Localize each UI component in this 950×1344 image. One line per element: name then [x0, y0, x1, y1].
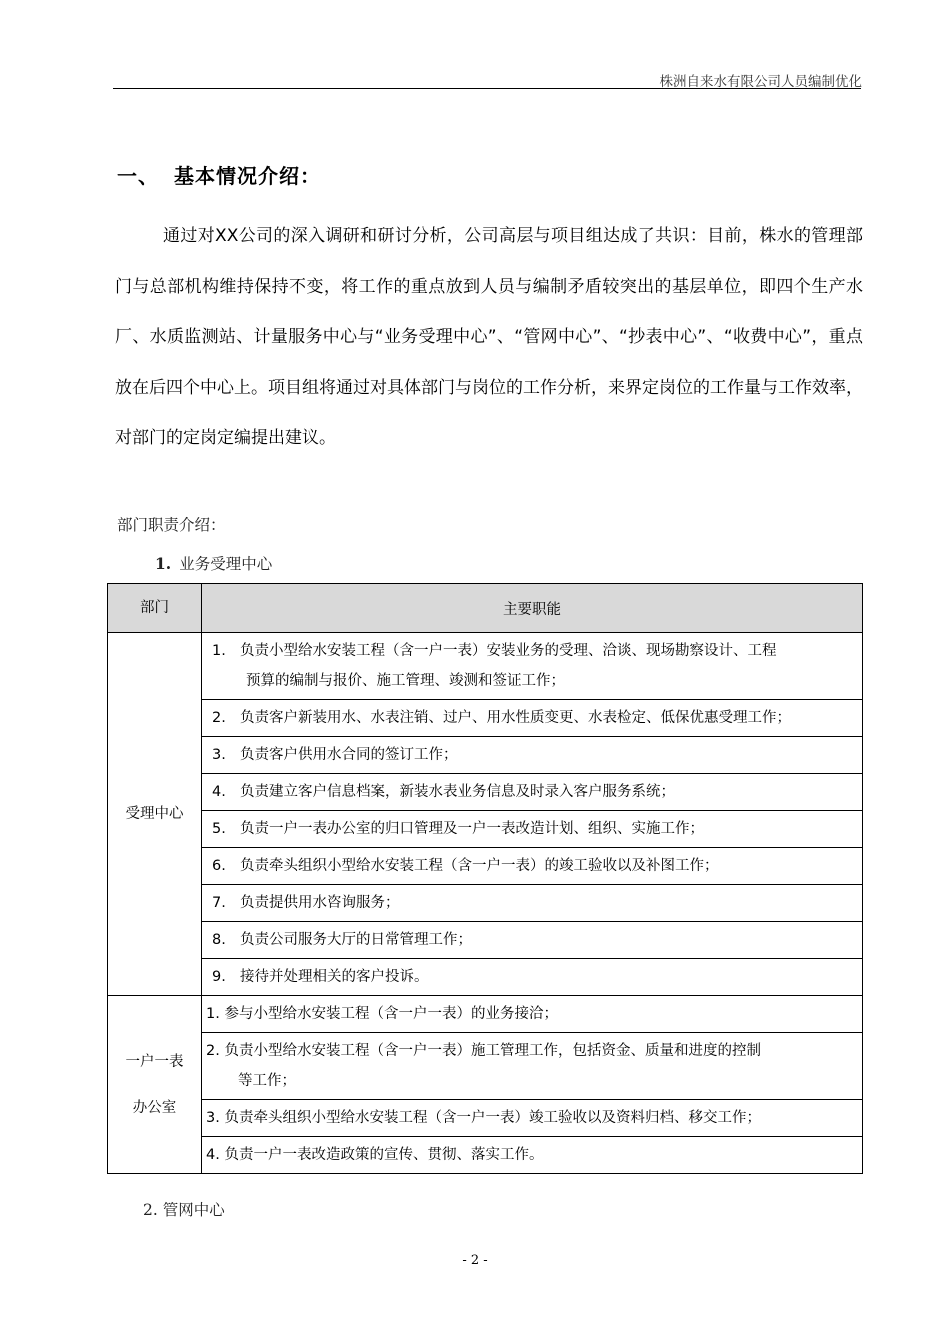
duty-cell: [202, 1033, 863, 1100]
duty-cell: [202, 737, 863, 774]
duty-cell: [202, 885, 863, 922]
running-header: 株洲自来水有限公司人员编制优化: [659, 74, 862, 90]
duty-number: 4.: [212, 784, 226, 800]
table-row: [108, 737, 863, 774]
duty-text: 负责提供用水咨询服务；: [240, 895, 400, 911]
dept-cell-one-meter-office: [108, 996, 202, 1174]
duty-cell: [202, 700, 863, 737]
table-row: [108, 700, 863, 737]
duty-number: 9.: [212, 969, 226, 985]
duty-number: 1.: [212, 643, 226, 659]
table-header-row: [108, 584, 863, 633]
duty-cell: [202, 1137, 863, 1174]
table-row: [108, 774, 863, 811]
dept-name-line1: 一户一表: [125, 1053, 184, 1070]
duty-text: 2. 负责小型给水安装工程（含一户一表）施工管理工作，包括资金、质量和进度的控制: [206, 1043, 761, 1059]
section-number: 一、: [117, 164, 159, 188]
duty-cell: [202, 811, 863, 848]
section-title-text: 基本情况介绍：: [174, 164, 321, 188]
duty-text: 1. 参与小型给水安装工程（含一户一表）的业务接洽；: [206, 1006, 558, 1022]
duty-text-cont: 预算的编制与报价、施工管理、竣测和签证工作；: [246, 673, 565, 689]
duty-text: 负责牵头组织小型给水安装工程（含一户一表）的竣工验收以及补图工作；: [240, 858, 719, 874]
item1-heading: [155, 552, 272, 574]
page-number: - 2 -: [462, 1253, 488, 1268]
duty-number: 7.: [212, 895, 226, 911]
table-row: [108, 922, 863, 959]
duty-text: 负责建立客户信息档案，新装水表业务信息及时录入客户服务系统；: [240, 784, 675, 800]
table-row: [108, 885, 863, 922]
duty-number: 5.: [212, 821, 226, 837]
dept-intro-heading: 部门职责介绍：: [117, 516, 226, 534]
col-header-dept: 部门: [108, 584, 202, 633]
duty-text: 负责客户供用水合同的签订工作；: [240, 747, 458, 763]
table-row: [108, 996, 863, 1033]
dept-name-line2: 办公室: [132, 1099, 177, 1116]
duty-text: 负责小型给水安装工程（含一户一表）安装业务的受理、洽谈、现场勘察设计、工程: [240, 643, 777, 659]
duty-text: 负责客户新装用水、水表注销、过户、用水性质变更、水表检定、低保优惠受理工作；: [240, 710, 791, 726]
duty-cell: [202, 1100, 863, 1137]
duty-cell: [202, 848, 863, 885]
duty-cell: [202, 996, 863, 1033]
duty-cell: [202, 774, 863, 811]
duty-number: 2.: [212, 710, 226, 726]
duty-text: 负责一户一表办公室的归口管理及一户一表改造计划、组织、实施工作；: [240, 821, 704, 837]
table-row: [108, 633, 863, 700]
table-row: [108, 1100, 863, 1137]
duties-table: [107, 583, 863, 1174]
table-row: [108, 848, 863, 885]
duty-text: 负责公司服务大厅的日常管理工作；: [240, 932, 472, 948]
duty-text: 3. 负责牵头组织小型给水安装工程（含一户一表）竣工验收以及资料归档、移交工作；: [206, 1110, 761, 1126]
duty-number: 6.: [212, 858, 226, 874]
duty-number: 8.: [212, 932, 226, 948]
item1-number: 1.: [155, 554, 172, 573]
duty-text: 4. 负责一户一表改造政策的宣传、贯彻、落实工作。: [206, 1147, 544, 1163]
dept-cell-reception: 受理中心: [108, 633, 202, 996]
duty-text: 接待并处理相关的客户投诉。: [240, 969, 429, 985]
table-row: [108, 959, 863, 996]
duty-cell: [202, 959, 863, 996]
col-header-duties: 主要职能: [202, 584, 863, 633]
section-title: [117, 160, 321, 189]
table-row: [108, 1033, 863, 1100]
duty-cell: [202, 633, 863, 700]
duty-cell: [202, 922, 863, 959]
duty-text-cont: 等工作；: [238, 1073, 296, 1089]
duty-number: 3.: [212, 747, 226, 763]
table-row: [108, 1137, 863, 1174]
item1-title: 业务受理中心: [179, 555, 273, 573]
intro-paragraph: 通过对XX公司的深入调研和研讨分析，公司高层与项目组达成了共识：目前，株水的管理部门与总部机构维持保持不变，将工作的重点放到人员与编制矛盾较突出的基层单位，即四个生产水厂、水质监测站、计量服务中心与“业务受理中心”、“管网中心”、“抄表中心”、“收费中心”，重点放在后四个中心上。项目组将通过对具体部门与岗位的工作分析，来界定岗位的工作量与工作效率，对部门的定岗定编提出建议。: [115, 226, 863, 448]
header-rule: [113, 88, 861, 89]
item2-heading: 2. 管网中心: [143, 1201, 225, 1219]
table-row: [108, 811, 863, 848]
